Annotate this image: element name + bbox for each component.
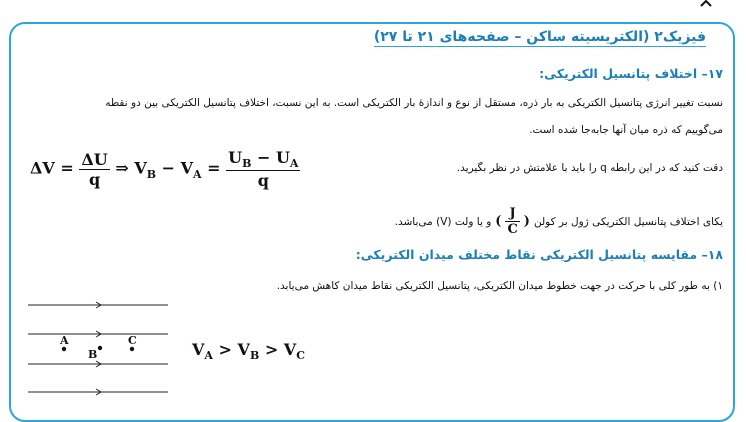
section-18-heading: ۱۸– مقایسه پتانسیل الکتریکی نقاط مختلف میدان الکتریکی: <box>355 247 723 262</box>
potential-difference-formula <box>30 148 300 190</box>
point-c-label: C <box>128 334 137 347</box>
section-17-paragraph-line-2: می‌گوییم که ذره میان آنها جابه‌جا شده است. <box>529 124 723 136</box>
formula-fraction-numerator: ΔU <box>81 149 108 169</box>
unit-paren-close: ) <box>495 214 502 229</box>
formula-lhs: ΔV = <box>30 158 74 178</box>
unit-fraction-numerator: J <box>505 206 519 222</box>
formula-fraction-du-q <box>79 150 109 189</box>
relation-sub-b: B <box>249 349 260 363</box>
formula-fraction-2-denominator: q <box>257 171 269 191</box>
formula-minus-va: − V <box>156 158 194 178</box>
relation-sub-a: A <box>204 349 213 363</box>
relation-sub-c: C <box>296 349 305 363</box>
unit-sentence <box>395 206 723 237</box>
formula-arrow-vb: ⇒ V <box>115 158 147 178</box>
formula-sub-b: B <box>146 167 157 181</box>
formula-sub-a: A <box>193 167 202 181</box>
relation-gt-1: > V <box>212 340 250 359</box>
unit-fraction-denominator: C <box>507 222 518 237</box>
unit-text-before: یکای اختلاف پتانسیل الکتریکی ژول بر کولن <box>533 215 723 228</box>
corner-mark <box>699 0 713 8</box>
point-b-dot <box>98 346 102 350</box>
formula-fraction-2-numerator: $U_B - U_A$ <box>228 148 299 171</box>
point-a-dot <box>62 347 66 351</box>
formula-fraction-energy-difference <box>226 148 300 190</box>
point-a-label: A <box>60 334 69 347</box>
formula-fraction-denominator: q <box>88 169 101 189</box>
field-lines-diagram <box>28 298 173 398</box>
section-18-item-1: ۱) به طور کلی با حرکت در جهت خطوط میدان الکتریکی، پتانسیل الکتریکی نقاط میدان کاهش می‌یابد. <box>276 280 723 292</box>
formula-equals: = <box>201 158 221 178</box>
relation-v: V <box>192 340 205 359</box>
unit-paren-open: ( <box>523 214 530 229</box>
point-c-dot <box>130 347 134 351</box>
point-b-label: B <box>88 348 98 361</box>
section-17-heading: ۱۷– اختلاف پتانسیل الکتریکی: <box>539 66 723 81</box>
unit-fraction-j-c <box>505 206 519 237</box>
section-17-paragraph-line-1: نسبت تغییر انرژی پتانسیل الکتریکی به بار ذره، مستقل از نوع و اندازۀ بار الکتریکی است. به این نسبت، اختلاف پتانسیل الکتریکی بین دو نقطه <box>105 97 723 109</box>
chapter-title: فیزیک۲ (الکتریسیته ساکن – صفحه‌های ۲۱ تا ۲۷) <box>373 29 706 45</box>
relation-gt-2: > V <box>259 340 297 359</box>
unit-text-after: و یا ولت (V) می‌باشد. <box>394 215 492 228</box>
potential-order-relation <box>192 340 305 362</box>
sign-note: دقت کنید که در این رابطه q را باید با علامتش در نظر بگیرید. <box>456 162 723 174</box>
